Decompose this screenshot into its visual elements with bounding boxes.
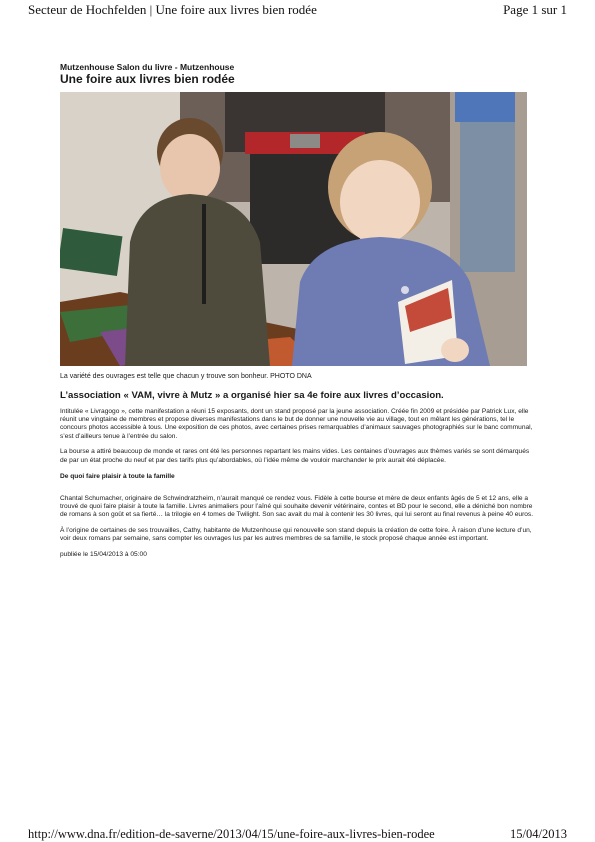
- photo-caption: La variété des ouvrages est telle que chacun y trouve son bonheur. PHOTO DNA: [60, 373, 312, 380]
- article-subhead: L’association « VAM, vivre à Mutz » a organisé hier sa 4e foire aux livres d’occasion.: [60, 390, 444, 401]
- article-paragraph: Chantal Schumacher, originaire de Schwindratzheim, n’aurait manqué ce rendez vous. Fidèle à cette bourse et mère de deux enfants âgés de 5 et 12 ans, elle a trouvé de quoi faire plaisir à toute la famille. Livres animaliers pour l’aîné qui souhaite devenir vétérinaire, contes et BD pour le second, elle a déniché bon nombre de romans à son goût et sa fierté… la trilogie en 4 tomes de Twilight. Son sac avait du mal à contenir les 30 livres, qui lui seront au final revenus à peine 40 euros.: [60, 494, 534, 519]
- article-title: Une foire aux livres bien rodée: [60, 72, 235, 86]
- publication-date: publiée le 15/04/2013 à 05:00: [60, 550, 147, 558]
- article-body: [60, 408, 537, 567]
- article-url: http://www.dna.fr/edition-de-saverne/2013/04/15/une-foire-aux-livres-bien-rodee: [28, 827, 435, 841]
- article-paragraph: Intitulée « Livragogo », cette manifestation a réuni 15 exposants, dont un stand proposé par la jeune association. Créée fin 2009 et présidée par Patrick Lux, elle réunit une vingtaine de membres et propose diverses manifestations dans le but de donner une nouvelle vie au village, tout en mêlant les générations, tel le concours photos accessible à tous. Une exposition de ces photos, avec certaines prises remarquables d’animaux sauvages photographiés sur le banc communal, s’est d’ailleurs tenue à l’entrée du salon.: [60, 408, 533, 440]
- section-title: De quoi faire plaisir à toute la famille: [60, 472, 175, 480]
- article-paragraph: La bourse a attiré beaucoup de monde et rares ont été les personnes repartant les mains vides. Les centaines d’ouvrages aux thèmes variés se sont démarqués de par un état proche du neuf et par des tarifs plus qu’abordables, où l’idée même de vouloir marchander le prix aurait été déplacée.: [60, 448, 530, 464]
- article-heading: [60, 62, 527, 87]
- print-header: [28, 2, 567, 18]
- article-kicker: Mutzenhouse Salon du livre - Mutzenhouse: [60, 62, 235, 72]
- print-header-title: Secteur de Hochfelden | Une foire aux livres bien rodée: [28, 2, 317, 17]
- article-photo: [60, 92, 527, 366]
- print-date: 15/04/2013: [510, 827, 567, 841]
- print-footer: [28, 827, 567, 842]
- article-paragraph: À l’origine de certaines de ses trouvailles, Cathy, habitante de Mutzenhouse qui renouvelle son stand depuis la création de cette foire. À raison d’une lecture d’un, voir deux romans par semaine, sans compter les ouvrages lus par les autres membres de sa famille, le stock proposé chaque année est important.: [60, 527, 532, 543]
- print-header-page: Page 1 sur 1: [503, 2, 567, 17]
